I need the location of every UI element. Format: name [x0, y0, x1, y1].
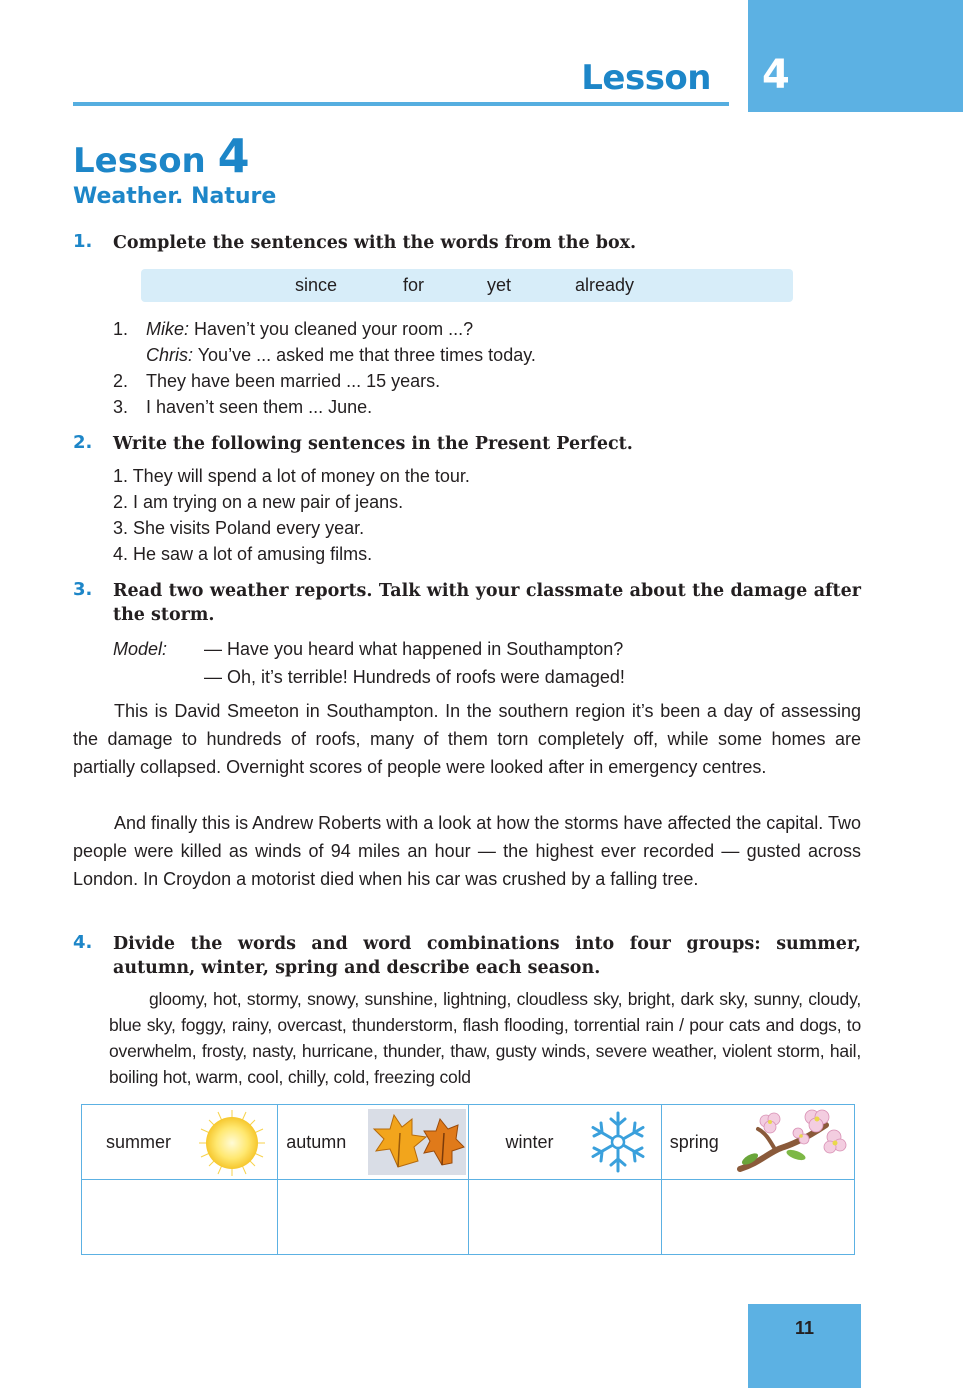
word-list: gloomy, hot, stormy, snowy, sunshine, lightning, cloudless sky, bright, dark sky, sunny, cloudy, blue sky, foggy, rainy, overcast, thunderstorm, flash flooding, torrential rain / pour cats and dogs, to overwhelm, frosty, nasty, hurricane, thunder, thaw, gusty winds, severe weather, violent storm, hail, boiling hot, warm, cool, chilly, cold, freezing cold	[109, 989, 861, 1087]
speaker: Mike:	[146, 319, 190, 339]
season-label: autumn	[286, 1132, 347, 1152]
season-label: winter	[505, 1132, 554, 1152]
lesson-title-number: 4	[217, 129, 250, 183]
box-word: already	[575, 275, 635, 295]
box-word: for	[403, 275, 425, 295]
blossom-branch-icon	[736, 1107, 848, 1177]
item-number: 2.	[113, 371, 129, 391]
task-1-item-text	[146, 342, 536, 368]
model-label: Model:	[113, 639, 168, 659]
seasons-table	[81, 1104, 855, 1255]
task-2-item: 3. She visits Poland every year.	[113, 518, 365, 538]
season-label: spring	[669, 1132, 719, 1152]
page-number: 11	[794, 1318, 815, 1338]
season-cell-summer	[82, 1105, 278, 1180]
season-cell-autumn	[278, 1105, 469, 1180]
task-2-item: 4. He saw a lot of amusing films.	[113, 544, 373, 564]
lesson-subtitle: Weather. Nature	[73, 184, 277, 209]
speaker: Chris:	[146, 345, 194, 365]
lesson-tab-number: 4	[762, 52, 790, 98]
item-text: They have been married ... 15 years.	[146, 371, 441, 391]
task-3-instruction: Read two weather reports. Talk with your classmate about the damage after the storm.	[113, 581, 861, 625]
box-word: yet	[487, 275, 512, 295]
task-1-instruction: Complete the sentences with the words from the box.	[113, 233, 637, 253]
seasons-answer-row	[82, 1180, 855, 1255]
autumn-leaves-icon	[368, 1109, 466, 1175]
item-number: 1.	[113, 319, 129, 339]
task-2-instruction: Write the following sentences in the Present Perfect.	[113, 434, 633, 454]
box-word: since	[295, 275, 338, 295]
item-text: I haven’t seen them ... June.	[146, 397, 373, 417]
lesson-title-word: Lesson	[73, 141, 206, 181]
task-2-item: 1. They will spend a lot of money on the tour.	[113, 466, 470, 486]
task-2-item: 2. I am trying on a new pair of jeans.	[113, 492, 404, 512]
task-3-number: 3.	[73, 579, 93, 600]
header-rule	[73, 102, 729, 106]
task-4-instruction: Divide the words and word combinations into four groups: summer, autumn, winter, spring and describe each season.	[113, 934, 861, 978]
model-line: — Oh, it’s terrible! Hundreds of roofs were damaged!	[204, 667, 625, 687]
task-1-number: 1.	[73, 231, 93, 252]
task-1-item-text	[146, 316, 473, 342]
sun-icon	[198, 1109, 266, 1177]
snowflake-icon	[585, 1109, 651, 1175]
season-label: summer	[106, 1132, 172, 1152]
task-2-number: 2.	[73, 432, 93, 453]
task-4-number: 4.	[73, 932, 93, 953]
weather-report-1: This is David Smeeton in Southampton. In the southern region it’s been a day of assessing the damage to hundreds of roofs, many of them torn completely off, while some homes are partially collapsed. Overnight scores of people were looked after in emergency centres.	[73, 701, 861, 777]
answer-cell-spring[interactable]	[661, 1180, 854, 1255]
weather-report-2: And finally this is Andrew Roberts with a look at how the storms have affected the capital. Two people were killed as winds of 94 miles an hour — the highest ever recorded — gusted across London. In Croydon a motorist died when his car was crushed by a falling tree.	[73, 813, 861, 889]
item-text: You’ve ... asked me that three times today.	[193, 345, 536, 365]
season-cell-spring	[661, 1105, 854, 1180]
word-box	[141, 269, 793, 302]
model-line: — Have you heard what happened in Southampton?	[204, 639, 624, 659]
answer-cell-autumn[interactable]	[278, 1180, 469, 1255]
running-header-title: Lesson	[581, 58, 711, 98]
season-cell-winter	[469, 1105, 661, 1180]
task-1-item	[113, 316, 128, 342]
lesson-title	[73, 128, 250, 189]
answer-cell-winter[interactable]	[469, 1180, 661, 1255]
item-text: Haven’t you cleaned your room ...?	[189, 319, 474, 339]
item-number: 3.	[113, 397, 129, 417]
answer-cell-summer[interactable]	[82, 1180, 278, 1255]
seasons-header-row	[82, 1105, 855, 1180]
